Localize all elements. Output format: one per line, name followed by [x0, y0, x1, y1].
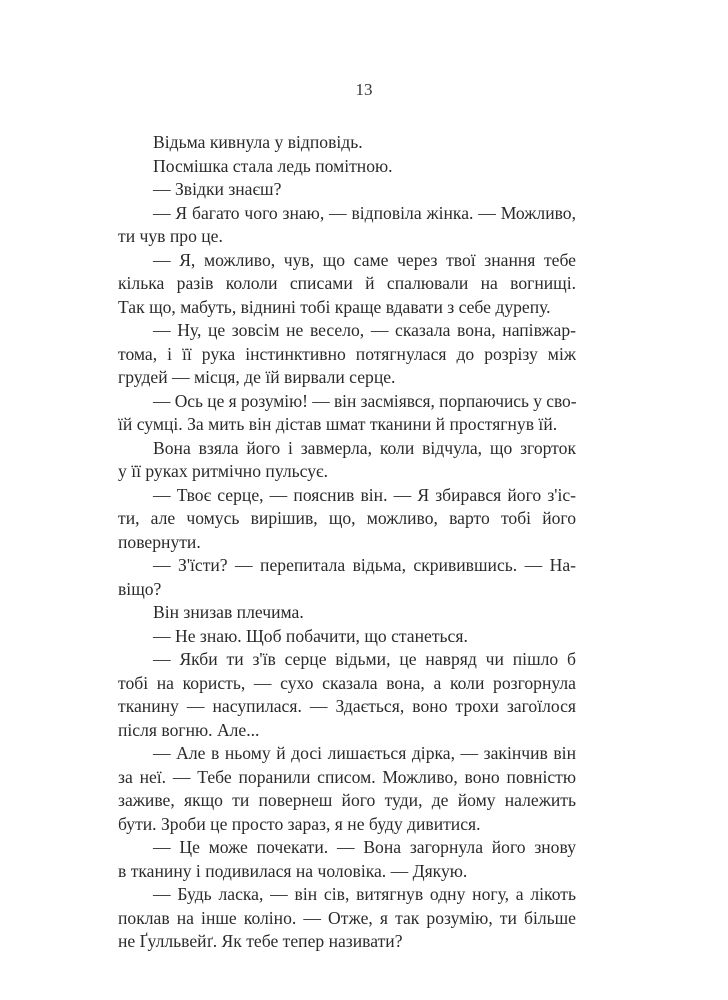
text-line: — Це може почекати. — Вона загорнула його знову: [153, 837, 576, 857]
text-line: — Я, можливо, чув, що саме через твої знання тебе: [153, 249, 576, 270]
text-line: у її руках ритмічно пульсує.: [118, 461, 328, 481]
text-line: — Я багато чого знаю, — відповіла жінка. — Можливо,: [153, 202, 576, 223]
text-line: — З'їсти? — перепитала відьма, скривившись. — На-: [153, 555, 576, 575]
text-line: віщо?: [118, 578, 162, 599]
text-line: Так що, мабуть, віднині тобі краще вдавати з себе дурепу.: [118, 296, 551, 317]
page-number: 13: [355, 80, 373, 99]
text-line: їй сумці. За мить він дістав шмат тканини й простягнув їй.: [118, 414, 558, 434]
text-line: повернути.: [118, 531, 201, 552]
text-line: в тканину і подивилася на чоловіка. — Дякую.: [118, 860, 468, 881]
text-line: — Не знаю. Щоб побачити, що станеться.: [153, 625, 468, 646]
body-text: [118, 131, 576, 954]
text-line: ти чув про це.: [118, 226, 223, 246]
text-line: заживе, якщо ти повернеш його туди, де йому належить: [118, 790, 576, 810]
text-line: після вогню. Але...: [118, 719, 260, 740]
text-line: ти, але чомусь вирішив, що, можливо, варто тобі його: [118, 508, 576, 528]
text-line: Відьма кивнула у відповідь.: [153, 132, 363, 152]
text-line: — Твоє серце, — пояснив він. — Я збирався його з'іс-: [153, 484, 576, 505]
text-line: тома, і її рука інстинктивно потягнулася до розрізу між: [118, 343, 576, 364]
text-line: поклав на інше коліно. — Отже, я так розумію, ти більше: [118, 907, 576, 928]
text-line: — Ось це я розумію! — він засміявся, порпаючись у сво-: [153, 390, 577, 411]
text-line: — Але в ньому й досі лишається дірка, — закінчив він: [153, 743, 576, 763]
text-line: бути. Зроби це просто зараз, я не буду дивитися.: [118, 813, 481, 834]
text-line: — Звідки знаєш?: [153, 179, 282, 199]
text-line: Він знизав плечима.: [153, 602, 304, 622]
text-line: за неї. — Тебе поранили списом. Можливо, воно повністю: [118, 766, 576, 787]
text-line: грудей — місця, де їй вирвали серце.: [118, 367, 396, 387]
text-line: Вона взяла його і завмерла, коли відчула, що згорток: [153, 437, 576, 458]
text-line: — Якби ти з'їв серце відьми, це навряд чи пішло б: [153, 649, 576, 669]
text-line: тобі на користь, — сухо сказала вона, а коли розгорнула: [118, 672, 576, 693]
text-line: — Будь ласка, — він сів, витягнув одну ногу, а лікоть: [153, 884, 576, 904]
text-line: кілька разів кололи списами й спалювали на вогнищі.: [118, 273, 576, 293]
text-line: Посмішка стала ледь помітною.: [153, 155, 393, 176]
text-line: тканину — насупилася. — Здається, воно трохи загоїлося: [118, 696, 576, 716]
text-line: не Ґулльвейґ. Як тебе тепер називати?: [118, 931, 403, 951]
text-line: — Ну, це зовсім не весело, — сказала вона, напівжар-: [153, 320, 576, 340]
